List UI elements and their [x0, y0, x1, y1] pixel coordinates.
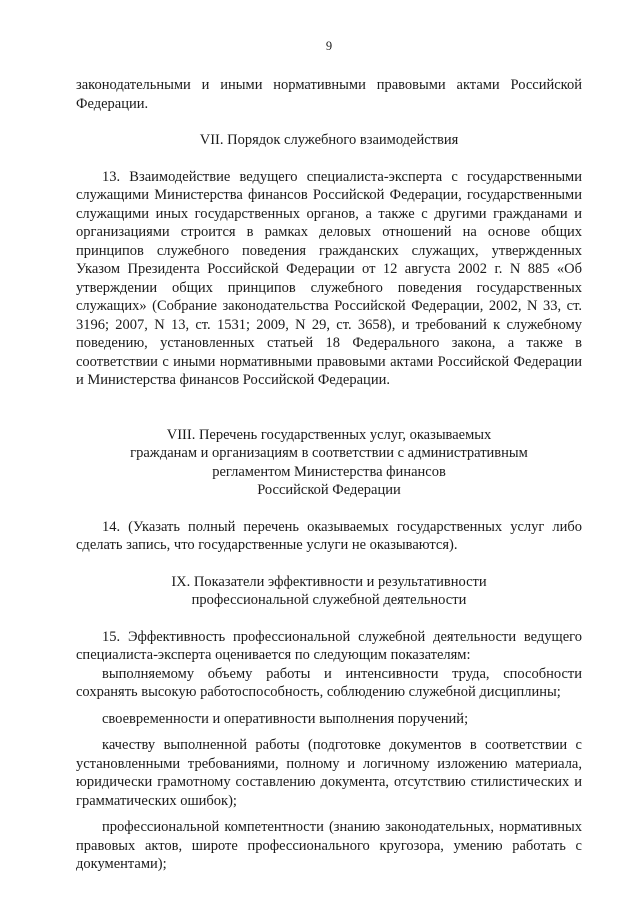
section-heading-vii: VII. Порядок служебного взаимодействия — [199, 132, 459, 148]
heading-line: гражданам и организациям в соответствии с административным — [130, 445, 528, 461]
section-heading-viii — [76, 426, 582, 500]
list-item: профессиональной компетентности (знанию законодательных, нормативных правовых актов, широте профессионального кругозора, умению работать с документами); — [76, 819, 582, 872]
heading-line: IX. Показатели эффективности и результативности — [171, 573, 487, 590]
list-item: своевременности и оперативности выполнения поручений; — [102, 710, 469, 727]
intro-paragraph: законодательными и иными нормативными правовыми актами Российской Федерации. — [76, 77, 582, 112]
list-item: выполняемому объему работы и интенсивности труда, способности сохранять высокую работоспособность, соблюдению служебной дисциплины; — [76, 665, 582, 700]
heading-line: профессиональной служебной деятельности — [191, 592, 467, 608]
heading-line: VIII. Перечень государственных услуг, оказываемых — [166, 426, 492, 443]
document-page — [76, 38, 582, 874]
heading-line: регламентом Министерства финансов — [212, 463, 446, 480]
heading-line: Российской Федерации — [257, 482, 401, 498]
page-number: 9 — [325, 39, 333, 53]
list-item: качеству выполненной работы (подготовке документов в соответствии с установленными требованиями, полному и логичному изложению материала, юридически грамотному составлению документа, отсутствию стилистических и грамматических ошибок); — [76, 737, 582, 809]
section-heading-ix — [76, 573, 582, 610]
paragraph-13: 13. Взаимодействие ведущего специалиста-эксперта с государственными служащими Министерства финансов Российской Федерации, государственными служащими иных государственных органов, а также с другими гражданами и организациями строится в рамках деловых отношений на основе общих принципов служебного поведения гражданских служащих, утвержденных Указом Президента Российской Федерации от 12 августа 2002 г. N 885 «Об утверждении общих принципов служебного поведения государственных служащих» (Собрание законодательства Российской Федерации, 2002, N 33, ст. 3196; 2007, N 13, ст. 1531; 2009, N 29, ст. 3658), и требований к служебному поведению, установленных статьей 18 Федерального закона, а также в соответствии с иными нормативными правовыми актами Российской Федерации и Министерства финансов Российской Федерации. — [76, 168, 582, 388]
paragraph-14: 14. (Указать полный перечень оказываемых государственных услуг либо сделать запись, что государственные услуги не оказываются). — [76, 518, 582, 553]
paragraph-15: 15. Эффективность профессиональной служебной деятельности ведущего специалиста-эксперта оценивается по следующим показателям: — [76, 628, 582, 663]
